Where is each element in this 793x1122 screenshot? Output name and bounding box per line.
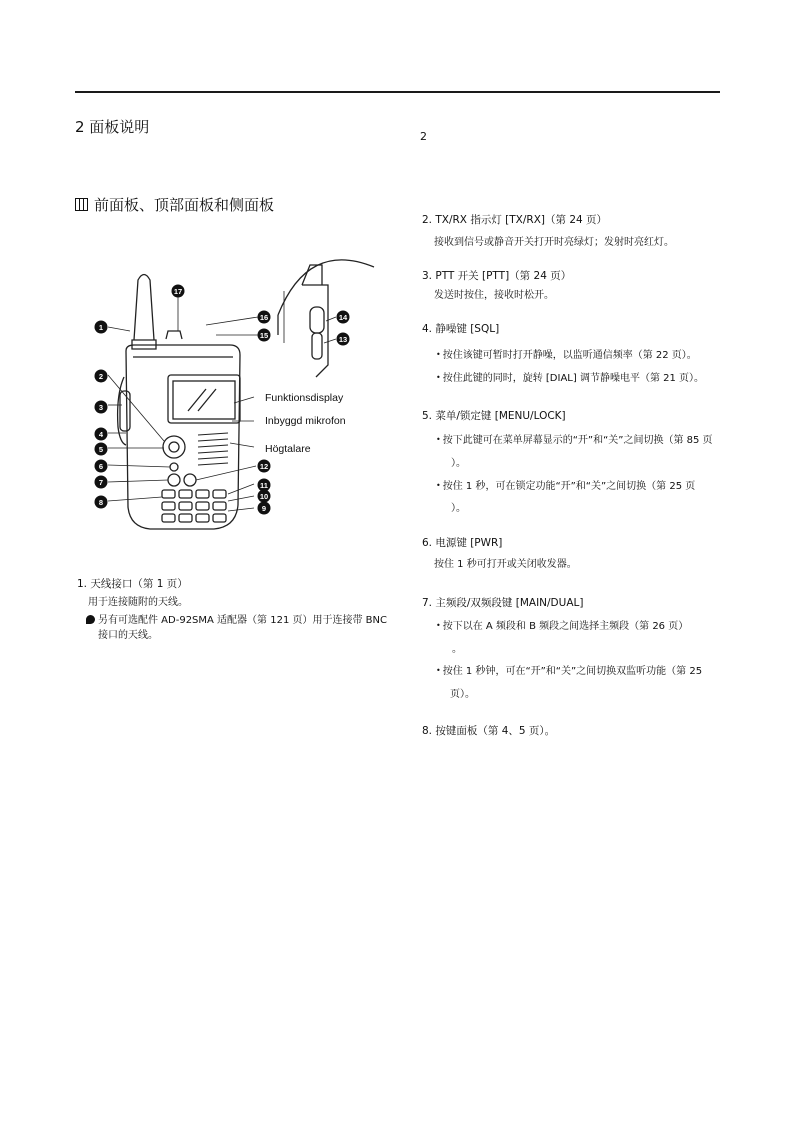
- svg-text:13: 13: [338, 335, 348, 344]
- item-2-body: 接收到信号或静音开关打开时亮绿灯；发射时亮红灯。: [434, 237, 674, 248]
- item-5-bullet-2: • 按住 1 秒，可在锁定功能“开”和“关”之间切换（第 25 页: [436, 477, 695, 492]
- svg-text:2: 2: [98, 372, 104, 381]
- item-6-title: 6. 电源键 [PWR]: [422, 537, 503, 549]
- svg-text:1: 1: [98, 323, 104, 332]
- radio-illustration: [78, 245, 380, 535]
- label-functionsdisplay: Funktionsdisplay: [265, 392, 344, 404]
- item-1-note-cont: 接口的天线。: [98, 630, 158, 641]
- svg-text:12: 12: [259, 462, 269, 471]
- item-7-bullet-2-cont: 页）。: [450, 689, 475, 700]
- label-hogtalare: Högtalare: [265, 443, 311, 455]
- item-1-title: 1. 天线接口（第 1 页）: [77, 578, 188, 590]
- speaker-grille: [198, 433, 228, 465]
- radio-drawing: [78, 245, 380, 535]
- svg-text:5: 5: [98, 445, 104, 454]
- item-5-title: 5. 菜单/锁定键 [MENU/LOCK]: [422, 410, 566, 422]
- svg-text:3: 3: [98, 403, 104, 412]
- svg-text:17: 17: [173, 287, 183, 296]
- section-icon: [75, 198, 88, 211]
- item-7-title: 7. 主频段/双频段键 [MAIN/DUAL]: [422, 597, 584, 609]
- svg-text:16: 16: [259, 313, 269, 322]
- item-7-bullet-2: • 按住 1 秒钟，可在“开”和“关”之间切换双监听功能（第 25: [436, 662, 702, 677]
- svg-text:14: 14: [338, 313, 348, 322]
- display-shape: [168, 375, 240, 423]
- svg-text:6: 6: [98, 462, 104, 471]
- page-number: 2: [420, 130, 427, 143]
- item-3-title: 3. PTT 开关 [PTT]（第 24 页）: [422, 270, 572, 282]
- item-5-bullet-1-cont: ）。: [451, 458, 466, 469]
- item-7-bullet-1-cont: 。: [452, 644, 462, 655]
- item-3-body: 发送时按住，接收时松开。: [434, 290, 554, 301]
- svg-text:9: 9: [261, 504, 267, 513]
- item-2-title: 2. TX/RX 指示灯 [TX/RX]（第 24 页）: [422, 214, 608, 226]
- chapter-title: 2 面板说明: [75, 118, 150, 136]
- svg-text:11: 11: [260, 481, 268, 490]
- section-heading: [75, 194, 274, 215]
- svg-text:10: 10: [259, 492, 269, 501]
- keypad-shape: [162, 490, 226, 522]
- item-1-body: 用于连接随附的天线。: [88, 597, 188, 608]
- svg-text:7: 7: [98, 478, 104, 487]
- item-8-title: 8. 按键面板（第 4、5 页）。: [422, 725, 556, 737]
- antenna-shape: [134, 275, 154, 341]
- item-4-bullet-2: • 按住此键的同时，旋转 [DIAL] 调节静噪电平（第 21 页）。: [436, 369, 704, 384]
- item-5-bullet-1: • 按下此键可在菜单屏幕显示的“开”和“关”之间切换（第 85 页: [436, 431, 713, 446]
- note-icon: [86, 615, 95, 624]
- item-4-bullet-1: • 按住该键可暂时打开静噪，以监听通信频率（第 22 页）。: [436, 346, 697, 361]
- section-title: 前面板、顶部面板和侧面板: [94, 196, 275, 214]
- svg-text:8: 8: [98, 498, 104, 507]
- svg-text:4: 4: [98, 430, 104, 439]
- item-7-bullet-1: • 按下以在 A 频段和 B 频段之间选择主频段（第 26 页）: [436, 617, 688, 632]
- item-6-body: 按住 1 秒可打开或关闭收发器。: [434, 559, 577, 570]
- item-4-title: 4. 静噪键 [SQL]: [422, 323, 500, 335]
- item-5-bullet-2-cont: ）。: [451, 503, 466, 514]
- header-rule: [75, 91, 720, 93]
- svg-text:15: 15: [259, 331, 269, 340]
- item-1-note: 另有可选配件 AD-92SMA 适配器（第 121 页）用于连接带 BNC: [86, 611, 387, 626]
- inset-outline: [278, 260, 374, 315]
- label-mikrofon: Inbyggd mikrofon: [265, 415, 346, 427]
